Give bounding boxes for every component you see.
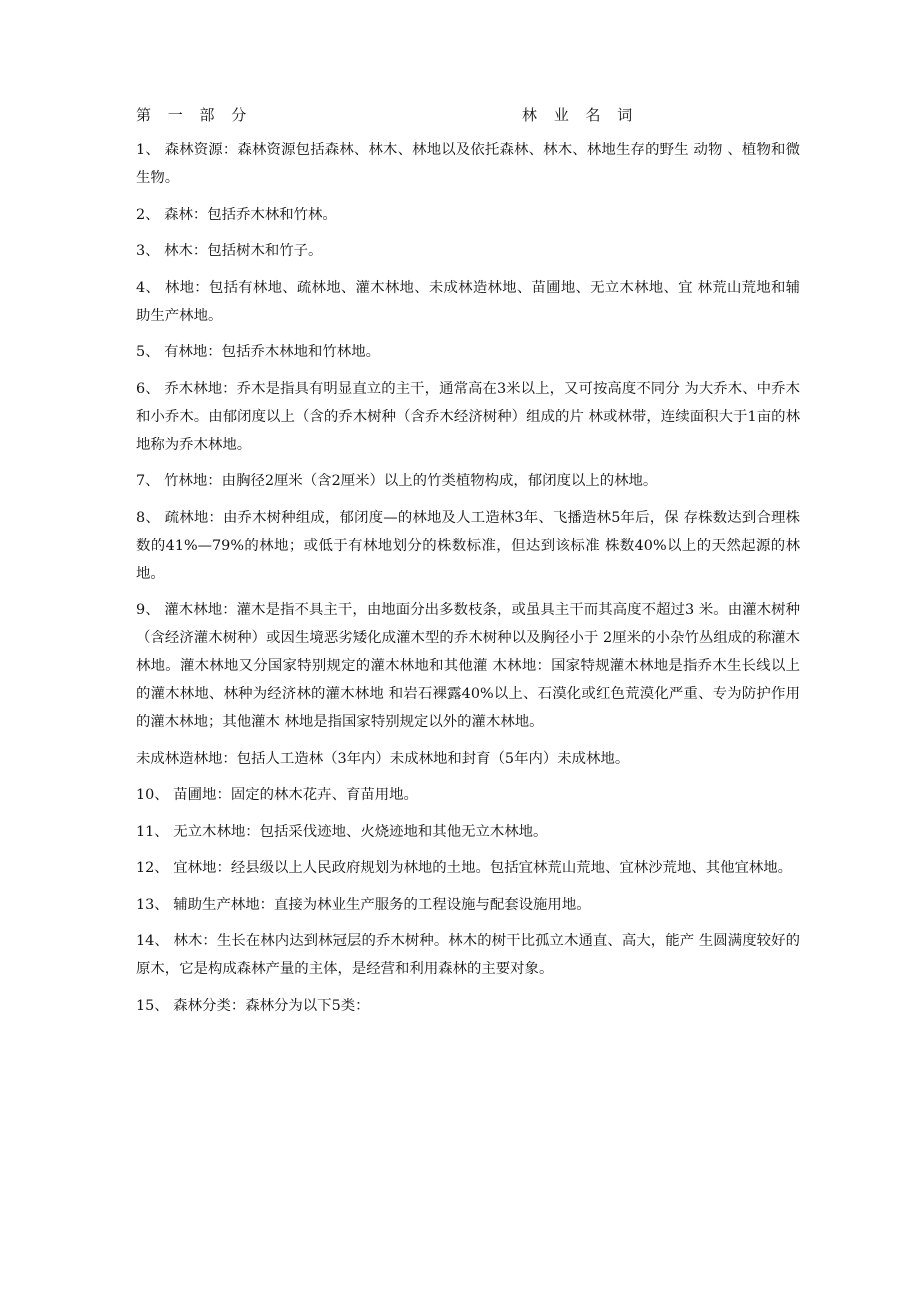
paragraph-unestablished-land: 未成林造林地：包括人工造林（3年内）未成林地和封育（5年内）未成林地。 — [136, 750, 630, 767]
document-body — [136, 136, 800, 1028]
paragraph-bamboo-land: 7、 竹林地：由胸径2厘米（含2厘米）以上的竹类植物构成，郁闭度以上的林地。 — [136, 473, 658, 489]
paragraph-nursery: 10、 苗圃地：固定的林木花卉、育苗用地。 — [136, 787, 418, 803]
section-label: 第 一 部 分 — [136, 106, 253, 124]
paragraph-forest-resources: 1、 森林资源：森林资源包括森林、林木、林地以及依托森林、林木、林地生存的野生 动物 、植物和微生物。 — [136, 142, 800, 186]
paragraph-suitable-land: 12、 宜林地：经县级以上人民政府规划为林地的土地。包括宜林荒山荒地、宜林沙荒地、其他宜林地。 — [136, 860, 793, 876]
paragraph-forest-classification: 15、 森林分类：森林分为以下5类： — [136, 997, 370, 1014]
paragraph-sparse-land: 8、 疏林地：由乔木树种组成，郁闭度—的林地及人工造林3年、飞播造林5年后，保 存株数达到合理株数的41%—79%的林地；或低于有林地划分的株数标准，但达到该标准 株数40%以上的天然起源的林地。 — [136, 509, 800, 582]
paragraph-shrub-land: 9、 灌木林地：灌木是指不具主干，由地面分出多数枝条，或虽具主干而其高度不超过3 米。由灌木树种（含经济灌木树种）或因生境恶劣矮化成灌木型的乔木树种以及胸径小于 2厘米的小杂竹丛组成的称灌木林地。灌木林地又分国家特别规定的灌木林地和其他灌 木林地：国家特规灌木林地是指乔木生长线以上的灌木林地、林种为经济林的灌木林地 和岩石裸露40%以上、石漠化或红色荒漠化严重、专为防护作用的灌木林地；其他灌木 林地是指国家特别规定以外的灌木林地。 — [136, 602, 800, 730]
paragraph-canopy-trees: 14、 林木：生长在林内达到林冠层的乔木树种。林木的树干比孤立木通直、高大，能产 生圆满度较好的原木，它是构成森林产量的主体，是经营和利用森林的主要对象。 — [136, 933, 800, 977]
paragraph-forest: 2、 森林：包括乔木林和竹林。 — [136, 206, 337, 223]
page-header — [136, 102, 786, 128]
page-title: 林 业 名 词 — [522, 106, 639, 124]
paragraph-auxiliary-land: 13、 辅助生产林地：直接为林业生产服务的工程设施与配套设施用地。 — [136, 896, 591, 913]
paragraph-treeless-land: 11、 无立木林地：包括采伐迹地、火烧迹地和其他无立木林地。 — [136, 823, 548, 840]
paragraph-stocked-land: 5、 有林地：包括乔木林地和竹林地。 — [136, 344, 380, 360]
paragraph-forest-land: 4、 林地：包括有林地、疏林地、灌木林地、未成林造林地、苗圃地、无立木林地、宜 林荒山荒地和辅助生产林地。 — [136, 279, 800, 324]
paragraph-trees: 3、 林木：包括树木和竹子。 — [136, 243, 323, 259]
paragraph-arbor-land: 6、 乔木林地：乔木是指具有明显直立的主干，通常高在3米以上，又可按高度不同分 为大乔木、中乔木和小乔木。由郁闭度以上（含的乔木树种（含乔木经济树种）组成的片 林或林带，连续面积大于1亩的林地称为乔木林地。 — [136, 380, 800, 453]
